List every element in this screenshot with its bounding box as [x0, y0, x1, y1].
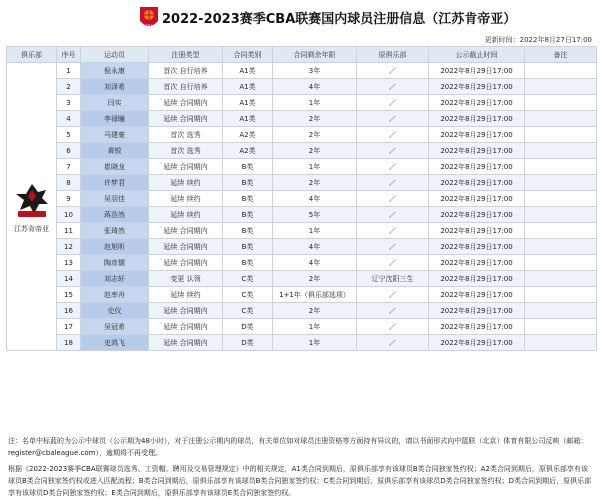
registration-type: 首次 选秀	[149, 143, 223, 159]
remaining-years: 2年	[273, 127, 357, 143]
registration-type: 延续 续约	[149, 175, 223, 191]
row-number: 16	[57, 303, 81, 319]
registration-type: 延续 合同期内	[149, 303, 223, 319]
contract-class: B类	[223, 159, 273, 175]
table-row	[7, 239, 597, 255]
table-row	[7, 287, 597, 303]
deadline: 2022年8月29日17:00	[429, 255, 525, 271]
row-number: 17	[57, 319, 81, 335]
remark	[525, 143, 597, 159]
remaining-years: 1+1年（俱乐部选项）	[273, 287, 357, 303]
contract-class: B类	[223, 175, 273, 191]
contract-class: B类	[223, 191, 273, 207]
original-club: ／	[357, 255, 429, 271]
title-bar	[0, 0, 600, 34]
remaining-years: 2年	[273, 271, 357, 287]
remark	[525, 175, 597, 191]
club-cell	[7, 63, 57, 351]
player-name: 张琦然	[81, 223, 149, 239]
original-club: ／	[357, 207, 429, 223]
player-name: 史仪	[81, 303, 149, 319]
player-name: 许梦君	[81, 175, 149, 191]
player-name: 吴冠希	[81, 319, 149, 335]
remark	[525, 239, 597, 255]
remark	[525, 303, 597, 319]
player-name: 马建豪	[81, 127, 149, 143]
registration-type: 延续 合同期内	[149, 335, 223, 351]
remaining-years: 5年	[273, 207, 357, 223]
original-club: ／	[357, 79, 429, 95]
deadline: 2022年8月29日17:00	[429, 319, 525, 335]
col-deadline: 公示截止时间	[429, 47, 525, 63]
registration-type: 变更 认领	[149, 271, 223, 287]
table-row	[7, 95, 597, 111]
row-number: 8	[57, 175, 81, 191]
remark	[525, 159, 597, 175]
deadline: 2022年8月29日17:00	[429, 127, 525, 143]
deadline: 2022年8月29日17:00	[429, 271, 525, 287]
original-club: ／	[357, 191, 429, 207]
player-name: 闫实	[81, 95, 149, 111]
remark	[525, 191, 597, 207]
deadline: 2022年8月29日17:00	[429, 239, 525, 255]
registration-type: 延续 合同期内	[149, 111, 223, 127]
remark	[525, 335, 597, 351]
original-club: ／	[357, 63, 429, 79]
original-club: ／	[357, 159, 429, 175]
remaining-years: 1年	[273, 223, 357, 239]
remaining-years: 4年	[273, 239, 357, 255]
registration-type: 延续 续约	[149, 191, 223, 207]
player-name: 刘志轩	[81, 271, 149, 287]
remark	[525, 255, 597, 271]
registration-type: 延续 续约	[149, 287, 223, 303]
table-row	[7, 79, 597, 95]
contract-class: B类	[223, 239, 273, 255]
row-number: 11	[57, 223, 81, 239]
registration-type: 延续 合同期内	[149, 319, 223, 335]
original-club: ／	[357, 287, 429, 303]
svg-text:CBA: CBA	[144, 24, 154, 29]
registration-type: 延续 合同期内	[149, 239, 223, 255]
note-contract-rules: 根据《2022-2023赛季CBA联赛球员选秀、工资帽、聘用及交易管理规定》中的相关规定，A1类合同到期后，原俱乐部享有该球员B类合同独家签约权；A2类合同到期后，原俱乐部享有该球员B类合同独家签约权或进入匹配流程；B类合同到期后，原俱乐部享有该球员B类合同独家签约权；C类合同到期后，原俱乐部享有该球员D类合同独家签约权；D类合同到期后，原俱乐部享有该球员D类合同独家签约权；E类合同到期后，原俱乐部享有该球员E类合同独家签约权。	[8, 465, 592, 497]
original-club: ／	[357, 223, 429, 239]
table-row	[7, 127, 597, 143]
cba-logo-icon	[138, 5, 160, 31]
deadline: 2022年8月29日17:00	[429, 143, 525, 159]
remark	[525, 63, 597, 79]
remaining-years: 4年	[273, 191, 357, 207]
deadline: 2022年8月29日17:00	[429, 207, 525, 223]
original-club: ／	[357, 303, 429, 319]
deadline: 2022年8月29日17:00	[429, 111, 525, 127]
table-row	[7, 319, 597, 335]
contract-class: A1类	[223, 63, 273, 79]
contract-class: B类	[223, 255, 273, 271]
registration-type: 延续 合同期内	[149, 95, 223, 111]
row-number: 9	[57, 191, 81, 207]
deadline: 2022年8月29日17:00	[429, 159, 525, 175]
remark	[525, 271, 597, 287]
remark	[525, 207, 597, 223]
remaining-years: 1年	[273, 319, 357, 335]
deadline: 2022年8月29日17:00	[429, 303, 525, 319]
row-number: 1	[57, 63, 81, 79]
player-name: 吴羽佳	[81, 191, 149, 207]
table-row	[7, 303, 597, 319]
table-row	[7, 335, 597, 351]
contract-class: A1类	[223, 95, 273, 111]
original-club: ／	[357, 95, 429, 111]
table-row	[7, 175, 597, 191]
player-name: 赵率舟	[81, 287, 149, 303]
table-row	[7, 159, 597, 175]
deadline: 2022年8月29日17:00	[429, 223, 525, 239]
contract-class: D类	[223, 319, 273, 335]
note-objection: 注：名单中标蓝的为公示中球员（公示期为48小时），对于注册公示期内的球员，有关单位如对球员注册资格等方面持有异议的，请以书面形式向中篮联（北京）体育有限公司反映（邮箱：register@cbaleague.com），逾期将不再受理。	[8, 437, 588, 457]
registration-table	[6, 46, 597, 351]
row-number: 14	[57, 271, 81, 287]
registration-type: 首次 自行培养	[149, 63, 223, 79]
contract-class: D类	[223, 335, 273, 351]
remaining-years: 1年	[273, 159, 357, 175]
remaining-years: 1年	[273, 335, 357, 351]
deadline: 2022年8月29日17:00	[429, 335, 525, 351]
remaining-years: 4年	[273, 255, 357, 271]
table-row	[7, 255, 597, 271]
remaining-years: 1年	[273, 95, 357, 111]
remark	[525, 319, 597, 335]
row-number: 15	[57, 287, 81, 303]
row-number: 10	[57, 207, 81, 223]
contract-class: C类	[223, 303, 273, 319]
deadline: 2022年8月29日17:00	[429, 287, 525, 303]
deadline: 2022年8月29日17:00	[429, 79, 525, 95]
contract-class: A1类	[223, 111, 273, 127]
original-club: ／	[357, 319, 429, 335]
contract-class: A2类	[223, 127, 273, 143]
registration-type: 首次 自行培养	[149, 79, 223, 95]
col-remaining-years: 合同剩余年限	[273, 47, 357, 63]
player-name: 崔晓龙	[81, 159, 149, 175]
player-name: 黄锐	[81, 143, 149, 159]
contract-class: B类	[223, 223, 273, 239]
remaining-years: 3年	[273, 63, 357, 79]
contract-class: B类	[223, 207, 273, 223]
contract-class: C类	[223, 271, 273, 287]
table-row	[7, 207, 597, 223]
original-club: ／	[357, 111, 429, 127]
contract-class: C类	[223, 287, 273, 303]
registration-type: 延续 合同期内	[149, 159, 223, 175]
original-club: ／	[357, 239, 429, 255]
col-remarks: 备注	[525, 47, 597, 63]
deadline: 2022年8月29日17:00	[429, 63, 525, 79]
registration-type: 延续 续约	[149, 207, 223, 223]
row-number: 2	[57, 79, 81, 95]
table-row	[7, 191, 597, 207]
col-no: 序号	[57, 47, 81, 63]
original-club: ／	[357, 143, 429, 159]
table-row	[7, 111, 597, 127]
col-reg-type: 注册类型	[149, 47, 223, 63]
original-club: ／	[357, 335, 429, 351]
registration-type: 延续 合同期内	[149, 223, 223, 239]
row-number: 13	[57, 255, 81, 271]
remaining-years: 2年	[273, 111, 357, 127]
remark	[525, 287, 597, 303]
table-header-row	[7, 47, 597, 63]
page-title: 2022-2023赛季CBA联赛国内球员注册信息（江苏肯帝亚）	[162, 12, 517, 27]
remark	[525, 223, 597, 239]
table-row	[7, 271, 597, 287]
col-contract-class: 合同类别	[223, 47, 273, 63]
club-name: 江苏肯帝亚	[14, 224, 49, 233]
col-player: 运动员	[81, 47, 149, 63]
table-row	[7, 223, 597, 239]
table-row	[7, 143, 597, 159]
deadline: 2022年8月29日17:00	[429, 175, 525, 191]
player-name: 李禄瞳	[81, 111, 149, 127]
player-name: 蒋浩然	[81, 207, 149, 223]
player-name: 倪永康	[81, 63, 149, 79]
row-number: 7	[57, 159, 81, 175]
remaining-years: 4年	[273, 79, 357, 95]
col-original-club: 原俱乐部	[357, 47, 429, 63]
contract-class: A2类	[223, 143, 273, 159]
row-number: 12	[57, 239, 81, 255]
remaining-years: 2年	[273, 143, 357, 159]
row-number: 5	[57, 127, 81, 143]
col-club: 俱乐部	[7, 47, 57, 63]
original-club: ／	[357, 175, 429, 191]
remark	[525, 79, 597, 95]
original-club: 辽宁沈阳三生	[357, 271, 429, 287]
player-name: 史鸿飞	[81, 335, 149, 351]
remaining-years: 2年	[273, 303, 357, 319]
player-name: 刘泽希	[81, 79, 149, 95]
table-row	[7, 63, 597, 79]
player-name: 陶彦儒	[81, 255, 149, 271]
registration-type: 首次 选秀	[149, 127, 223, 143]
remark	[525, 111, 597, 127]
registration-type: 延续 合同期内	[149, 255, 223, 271]
dragon-logo-icon	[12, 180, 52, 220]
row-number: 4	[57, 111, 81, 127]
deadline: 2022年8月29日17:00	[429, 191, 525, 207]
row-number: 18	[57, 335, 81, 351]
remark	[525, 127, 597, 143]
original-club: ／	[357, 127, 429, 143]
deadline: 2022年8月29日17:00	[429, 95, 525, 111]
update-time: 更新时间：2022年8月27日17:00	[484, 36, 592, 44]
row-number: 3	[57, 95, 81, 111]
player-name: 赵旭昕	[81, 239, 149, 255]
remark	[525, 95, 597, 111]
row-number: 6	[57, 143, 81, 159]
remaining-years: 2年	[273, 175, 357, 191]
contract-class: A1类	[223, 79, 273, 95]
